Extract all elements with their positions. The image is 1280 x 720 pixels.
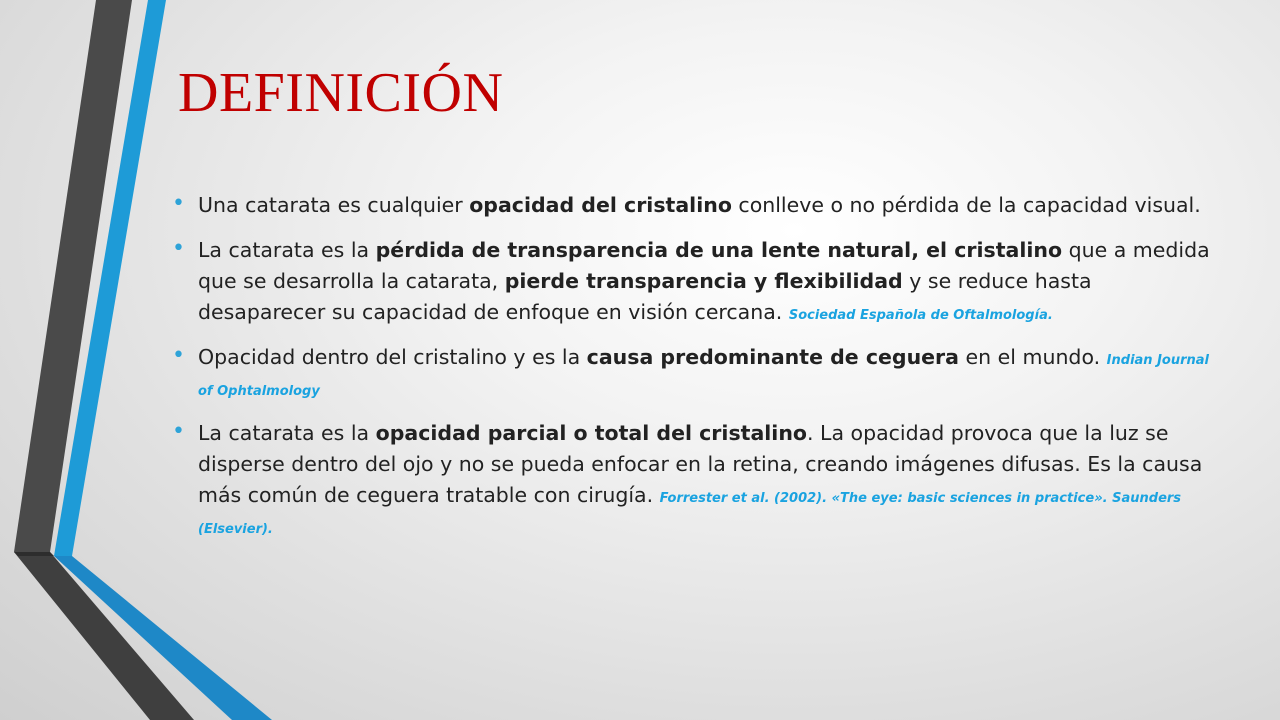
bullet-bold-text: opacidad parcial o total del cristalino [375, 421, 808, 445]
bullet-bold-text: pérdida de transparencia de una lente natural, el cristalino [375, 238, 1063, 262]
bullet-text: La catarata es la [198, 238, 376, 262]
bullet-text: conlleve o no pérdida de la capacidad visual. [731, 193, 1201, 217]
bullet-text: Una catarata es cualquier [198, 193, 470, 217]
bullet-text: que a medida que se desarrolla la catarata, [198, 238, 1210, 293]
stripe-fold-shadow [14, 552, 54, 556]
bullet-bold-text: pierde transparencia y flexibilidad [504, 269, 903, 293]
bullet-text: La catarata es la [198, 421, 376, 445]
bullet-item-1 [172, 190, 1212, 221]
bullet-text: y se reduce hasta desaparecer su capacidad de enfoque en visión cercana. [198, 269, 1092, 324]
bullet-item-4 [172, 418, 1212, 542]
bullet-text: . La opacidad provoca que la luz se disperse dentro del ojo y no se pueda enfocar en la retina, creando imágenes difusas. Es la causa más común de ceguera tratable con cirugía. [198, 421, 1203, 507]
bullet-bold-text: causa predominante de ceguera [586, 345, 960, 369]
slide-title: DEFINICIÓN [178, 62, 504, 124]
bullet-item-3 [172, 342, 1212, 404]
bullet-dot-icon: • [172, 236, 185, 261]
citation: Indian Journal of Ophtalmology [198, 353, 1209, 399]
bullet-dot-icon: • [172, 343, 185, 368]
bullet-dot-icon: • [172, 191, 185, 216]
bullet-bold-text: opacidad del cristalino [469, 193, 732, 217]
bullet-dot-icon: • [172, 419, 185, 444]
bullet-item-2 [172, 235, 1212, 328]
bullet-text: en el mundo. [959, 345, 1107, 369]
bullet-list [172, 190, 1212, 556]
citation: Forrester et al. (2002). «The eye: basic sciences in practice». Saunders (Elsevier). [198, 491, 1182, 537]
bullet-text: Opacidad dentro del cristalino y es la [198, 345, 587, 369]
citation: Sociedad Española de Oftalmología. [788, 308, 1053, 323]
